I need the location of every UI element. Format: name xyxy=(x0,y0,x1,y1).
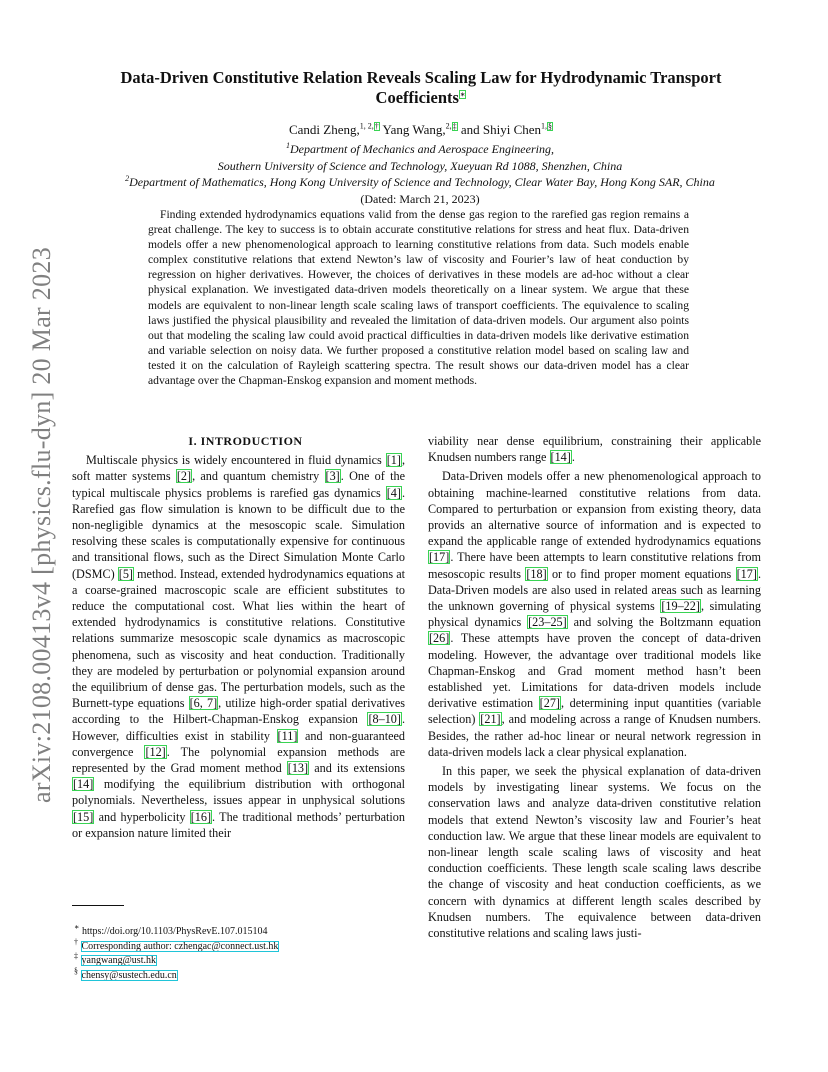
affiliations xyxy=(40,141,800,207)
intro-paragraph-1-continued: viability near dense equilibrium, constraining their applicable Knudsen numbers range [14]. xyxy=(428,434,761,465)
footnote-doi: ∗ https://doi.org/10.1103/PhysRevE.107.015104 xyxy=(74,922,268,937)
citation-link[interactable]: [12] xyxy=(145,744,166,759)
author-3-name: and Shiyi Chen xyxy=(460,122,542,137)
citation-link[interactable]: [14] xyxy=(550,450,571,465)
citation-link[interactable]: [4] xyxy=(386,485,401,500)
title-footnote-link[interactable]: ∗ xyxy=(459,89,466,99)
citation-link[interactable]: [17] xyxy=(736,566,757,581)
right-column xyxy=(428,433,761,941)
citation-link[interactable]: [21] xyxy=(480,712,501,727)
author-3-footnote-link[interactable]: § xyxy=(548,121,553,131)
author-2-affil: 2,‡ xyxy=(445,121,457,131)
arxiv-sidebar-stamp xyxy=(18,245,66,805)
affiliation-2: $^2$Department of Mathematics, Hong Kong University of Science and Technology, Clear Water Bay, Hong Kong SAR, China xyxy=(125,174,715,189)
email-link-czhengac[interactable]: Corresponding author: czhengac@connect.ust.hk xyxy=(81,940,279,952)
citation-link[interactable]: [2] xyxy=(176,469,192,484)
affiliation-1-line-1: $^1$Department of Mechanics and Aerospace Engineering, xyxy=(286,141,554,156)
title-text: Data-Driven Constitutive Relation Reveals Scaling Law for Hydrodynamic Transport Coefficients xyxy=(120,68,722,107)
section-heading-introduction: I. INTRODUCTION xyxy=(188,434,303,448)
citation-link[interactable]: [16] xyxy=(190,809,212,824)
left-column xyxy=(72,433,405,841)
footnotes xyxy=(74,922,414,983)
citation-link[interactable]: [15] xyxy=(73,809,94,824)
author-2-footnote-link[interactable]: ‡ xyxy=(452,121,457,131)
paper-title xyxy=(76,68,766,108)
intro-paragraph-3: In this paper, we seek the physical explanation of data-driven models by investigating linear systems. We focus on the conservation laws and analyze data-driven constitutive relation models that extend Newton’s viscosity law and Fourier’s heat conduction law. We argue that these linear models are equivalent to non-linear length scale scaling laws of viscosity and heat conduction coefficients. These length scale scaling laws describe the change of viscosity and heat conduction coefficients, as we concern with dynamics at different length scales described by Knudsen numbers. The equivalence between data-driven constitutive relations and scaling laws justi- xyxy=(428,764,761,941)
abstract xyxy=(148,207,689,388)
author-1-footnote-link[interactable]: † xyxy=(374,121,379,131)
author-1-affil: 1, 2,† xyxy=(359,121,379,131)
arxiv-id-text: arXiv:2108.00413v4 [physics.flu-dyn] 20 Mar 2023 xyxy=(27,247,56,803)
footnote-email-yangwang: ‡ yangwang@ust.hk xyxy=(74,951,156,966)
abstract-text: Finding extended hydrodynamics equations valid from the dense gas region to the rarefied gas region remains a great challenge. The key to success is to obtain accurate constitutive relations for stress and heat flux. Data-driven models offer a new phenomenological approach to learning constitutive relations from data. Such models enable complex constitutive relations that extend Newton’s law of viscosity and Fourier’s law of heat conduction by regression on higher derivatives. However, the choices of derivatives in these models are ad-hoc without a clear physical explanation. We investigated data-driven models theoretically on a linear system. We argue that these models are equivalent to non-linear length scale scaling laws of transport coefficients. The equivalence to scaling laws justified the physical plausibility and revealed the limitation of data-driven models. Our argument also points out that modeling the scaling law could avoid practical difficulties in data-driven models like derivative estimation and variable selection on noisy data. We further proposed a constitutive relation model based on scaling law and tested it on the calculation of Rayleigh scattering spectra. The result shows our data-driven model has a clear advantage over the Chapman-Enskog expansion and moment methods. xyxy=(148,208,689,388)
citation-link[interactable]: [3] xyxy=(325,469,340,484)
citation-link[interactable]: [6, 7] xyxy=(189,696,218,711)
citation-link[interactable]: [23–25] xyxy=(528,615,567,630)
citation-link[interactable]: [17] xyxy=(429,550,450,565)
author-2-name: Yang Wang, xyxy=(382,122,446,137)
footnote-divider xyxy=(72,905,124,906)
email-link-yangwang[interactable]: yangwang@ust.hk xyxy=(81,955,156,966)
citation-link[interactable]: [26] xyxy=(429,631,450,646)
author-3-affil: 1,§ xyxy=(541,121,553,131)
citation-link[interactable]: [11] xyxy=(277,728,298,743)
citation-link[interactable]: [8–10] xyxy=(368,712,401,727)
footnote-corresponding-author: † Corresponding author: czhengac@connect.ust.hk xyxy=(74,937,279,952)
citation-link[interactable]: [18] xyxy=(526,566,547,581)
citation-link[interactable]: [1] xyxy=(386,453,401,468)
author-line xyxy=(76,121,766,139)
citation-link[interactable]: [13] xyxy=(287,761,309,776)
email-link-chensy[interactable]: chensy@sustech.edu.cn xyxy=(81,969,177,981)
citation-link[interactable]: [19–22] xyxy=(661,599,700,614)
intro-paragraph-2: Data-Driven models offer a new phenomenological approach to obtaining machine-learned constitutive relations from data. Compared to perturbation or expansion from existing theory, data provids an alternative source of information and is expected to expand the applicable range of extended hydrodynamics equations [17]. There have been attempts to learn constitutive relations from mesoscopic results [18] or to find proper moment equations [17]. Data-Driven models are also used in related areas such as learning the unknown governing of physical systems [19–22], simulating physical dynamics [23–25] and solving the Boltzmann equation [26]. These attempts have proven the concept of data-driven modeling. However, the advantage over traditional models like Chapman-Enskog and Grad moment method hasn’t been established yet. Limitations for data-driven models include derivative estimation [27], determining input quantities (variable selection) [21], and modeling across a range of Knudsen numbers. Besides, the rather ad-hoc linear or neural network regression in data-driven models lack a clear physical explanation. xyxy=(428,469,762,759)
citation-link[interactable]: [14] xyxy=(73,777,94,792)
citation-link[interactable]: [27] xyxy=(539,696,560,711)
affiliation-1-line-2: Southern University of Science and Technology, Xueyuan Rd 1088, Shenzhen, China xyxy=(217,158,623,173)
author-1-name: Candi Zheng, xyxy=(288,122,360,137)
dated-line: (Dated: March 21, 2023) xyxy=(360,191,480,206)
footnote-email-chensy: § chensy@sustech.edu.cn xyxy=(74,966,177,981)
intro-paragraph-1: Multiscale physics is widely encountered in fluid dynamics [1], soft matter systems [2], and quantum chemistry [3]. One of the typical multiscale physics problems is rarefied gas dynamics [4]. Rarefied gas flow simulation is known to be difficult due to the non-negligible dynamics at the mesoscopic scale. Simulation resolving these scales is computationally expensive for continuous and transitional flows, such as the Direct Simulation Monte Carlo (DSMC) [5] method. Instead, extended hydrodynamics equations at a coarse-grained macroscopic scale are efficient substitutes to reduce the computational cost. What lies within the heart of extended hydrodynamics is constitutive relations. Constitutive relations summarize mesoscopic scale dynamics as macroscopic phenomena, such as viscosity and heat conduction. Traditionally they are modeled by perturbation or polynomial expansion around the equilibrium of dense gas. The perturbation models, such as the Burnett-type equations [6, 7], utilize high-order spatial derivatives according to the Hilbert-Chapman-Enskog expansion [8–10]. However, difficulties exist in stability [11] and non-guaranteed convergence [12]. The polynomial expansion methods are represented by the Grad moment method [13] and its extensions [14] modifying the equilibrium distribution with orthogonal polynomials. Nevertheless, issues appear in unphysical solutions [15] and hyperbolicity [16]. The traditional methods’ perturbation or expansion nature limited their xyxy=(72,453,406,840)
citation-link[interactable]: [5] xyxy=(118,566,133,581)
